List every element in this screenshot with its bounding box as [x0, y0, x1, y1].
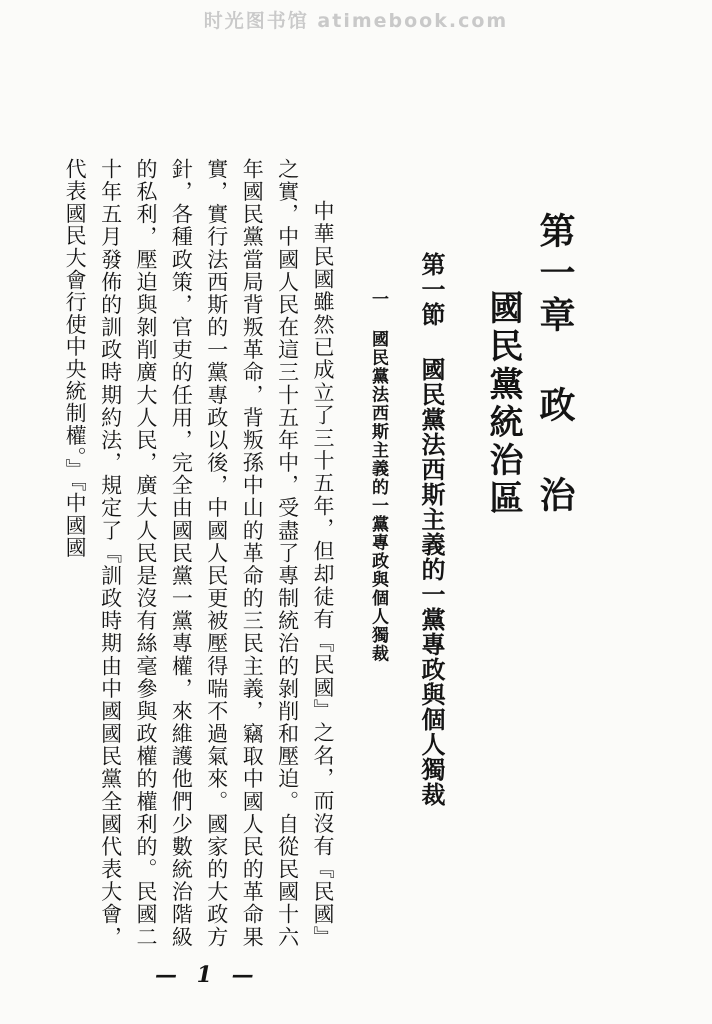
chapter-title: 第一章 政 治 — [534, 212, 576, 518]
subsection-title: 一 國民黨法西斯主義的一黨專政與個人獨裁 — [368, 290, 388, 663]
watermark: 时光图书馆 atimebook.com — [203, 10, 509, 32]
body-paragraph: 中華民國雖然已成立了三十五年，但却徒有『民國』之名，而沒有『民國』之實，中國人民在這三十五年中，受盡了專制統治的剝削和壓迫。自從民國十六年國民黨當局背叛革命，背叛孫中山的革命的三民主義，竊取中國人民的革命果實，實行法西斯的一黨專政以後，中國人民更被壓得喘不過氣來。國家的大政方針，各種政策，官吏的任用，完全由國民黨一黨專權，來維護他們少數統治階級的私利，壓迫與剝削廣大人民，廣大人民是沒有絲毫參與政權的權利的。民國二十年五月發佈的訓政時期約法，規定了『訓政時期由中國國民黨全國代表大會，代表國民大會行使中央統制權。』『中國國 — [63, 158, 335, 948]
section-title: 第一節 國民黨法西斯主義的一黨專政與個人獨裁 — [417, 252, 446, 807]
region-title: 國民黨統治區 — [483, 290, 523, 518]
page-number: — 1 — — [155, 962, 260, 988]
